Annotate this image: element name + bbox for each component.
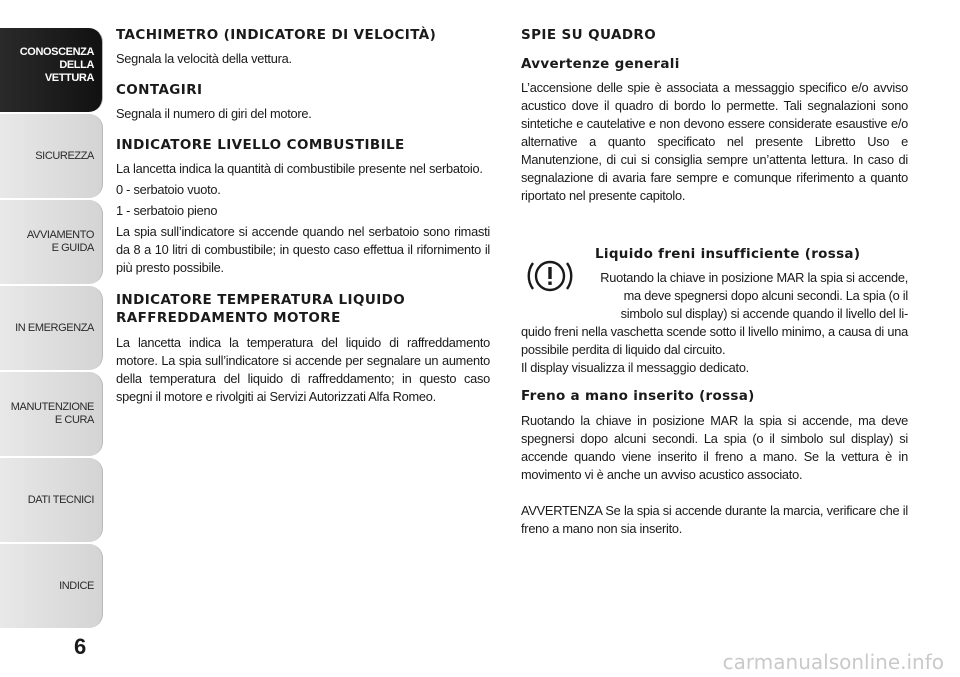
speedometer-heading: TACHIMETRO (INDICATORE DI VELOCITÀ) bbox=[116, 27, 437, 43]
fuel-level-text: La lancetta indica la quantità di combustibile presente nel serbatoio. bbox=[116, 161, 483, 176]
brake-fluid-line1: Ruotando la chiave in posizione MAR la spia si accende, bbox=[600, 270, 908, 285]
fuel-full-text: 1 - serbatoio pieno bbox=[116, 203, 218, 218]
brake-fluid-line3: simbolo sul display) si accende quando il livello del li- bbox=[620, 306, 908, 321]
rev-counter-text: Segnala il numero di giri del motore. bbox=[116, 106, 312, 121]
brake-warning-icon bbox=[523, 249, 577, 303]
tab-indice[interactable]: INDICE bbox=[0, 544, 103, 628]
rev-counter-heading: CONTAGIRI bbox=[116, 82, 203, 98]
speedometer-text: Segnala la velocità della vettura. bbox=[116, 51, 292, 66]
brake-fluid-text: quido freni nella vaschetta scende sotto il livello minimo, a causa di una possibile perdita di liquido dal circuito. bbox=[521, 324, 908, 357]
brake-fluid-line2: ma deve spegnersi dopo alcuni secondi. La spia (o il bbox=[623, 288, 908, 303]
brake-fluid-heading: Liquido freni insufficiente (rossa) bbox=[595, 246, 861, 262]
brake-fluid-block bbox=[521, 245, 908, 377]
brake-fluid-display-text: Il display visualizza il messaggio dedicato. bbox=[521, 360, 749, 375]
coolant-temp-heading-line2: RAFFREDDAMENTO MOTORE bbox=[116, 310, 341, 326]
fuel-level-heading: INDICATORE LIVELLO COMBUSTIBILE bbox=[116, 137, 405, 153]
watermark: carmanualsonline.info bbox=[722, 650, 944, 674]
tab-manutenzione-e-cura[interactable]: MANUTENZIONE E CURA bbox=[0, 372, 103, 456]
tab-avviamento-e-guida[interactable]: AVVIAMENTO E GUIDA bbox=[0, 200, 103, 284]
chapter-tabs bbox=[0, 28, 103, 630]
fuel-warning-text: La spia sull’indicatore si accende quando nel serbatoio sono rimasti da 8 a 10 litri di combustibile; in questo caso effettua il rifornimento il più presto possibile. bbox=[116, 224, 490, 275]
page-number: 6 bbox=[74, 634, 87, 659]
handbrake-heading: Freno a mano inserito (rossa) bbox=[521, 388, 755, 404]
coolant-temp-text: La lancetta indica la temperatura del liquido di raffreddamento motore. La spia sull’indicatore si accende per segnalare un aumento della temperatura del liquido di raffreddamento; in questo caso spegni il motore e rivolgiti ai Servizi Autorizzati Alfa Romeo. bbox=[116, 335, 490, 404]
left-column bbox=[116, 26, 490, 406]
warning-lights-heading: SPIE SU QUADRO bbox=[521, 27, 657, 43]
handbrake-warning-text: AVVERTENZA Se la spia si accende durante la marcia, verificare che il freno a mano non sia inserito. bbox=[521, 503, 908, 536]
tab-dati-tecnici[interactable]: DATI TECNICI bbox=[0, 458, 103, 542]
tab-conoscenza-della-vettura[interactable]: CONOSCENZA DELLA VETTURA bbox=[0, 28, 103, 112]
handbrake-text: Ruotando la chiave in posizione MAR la spia si accende, ma deve spegnersi dopo alcuni secondi. La spia (o il simbolo sul display) si accende quando viene inserito il freno a mano. Se la vettura è in movimento vi è anche un avviso acustico associato. bbox=[521, 413, 908, 482]
tab-sicurezza[interactable]: SICUREZZA bbox=[0, 114, 103, 198]
general-warnings-text: L’accensione delle spie è associata a messaggio specifico e/o avviso acustico dove il quadro di bordo lo permette. Tali segnalazioni sono sintetiche e cautelative e non devono essere considerate esaustive e/o alternative a quanto specificato nel presente Libretto Uso e Manutenzione, di cui si consiglia sempre un’attenta lettura. In caso di segnalazione di avaria fare sempre e comunque riferimento a quanto riportato nel presente capitolo. bbox=[521, 80, 908, 203]
tab-in-emergenza[interactable]: IN EMERGENZA bbox=[0, 286, 103, 370]
general-warnings-heading: Avvertenze generali bbox=[521, 56, 680, 72]
coolant-temp-heading-line1: INDICATORE TEMPERATURA LIQUIDO bbox=[116, 292, 406, 308]
fuel-empty-text: 0 - serbatoio vuoto. bbox=[116, 182, 221, 197]
right-column bbox=[521, 26, 908, 538]
